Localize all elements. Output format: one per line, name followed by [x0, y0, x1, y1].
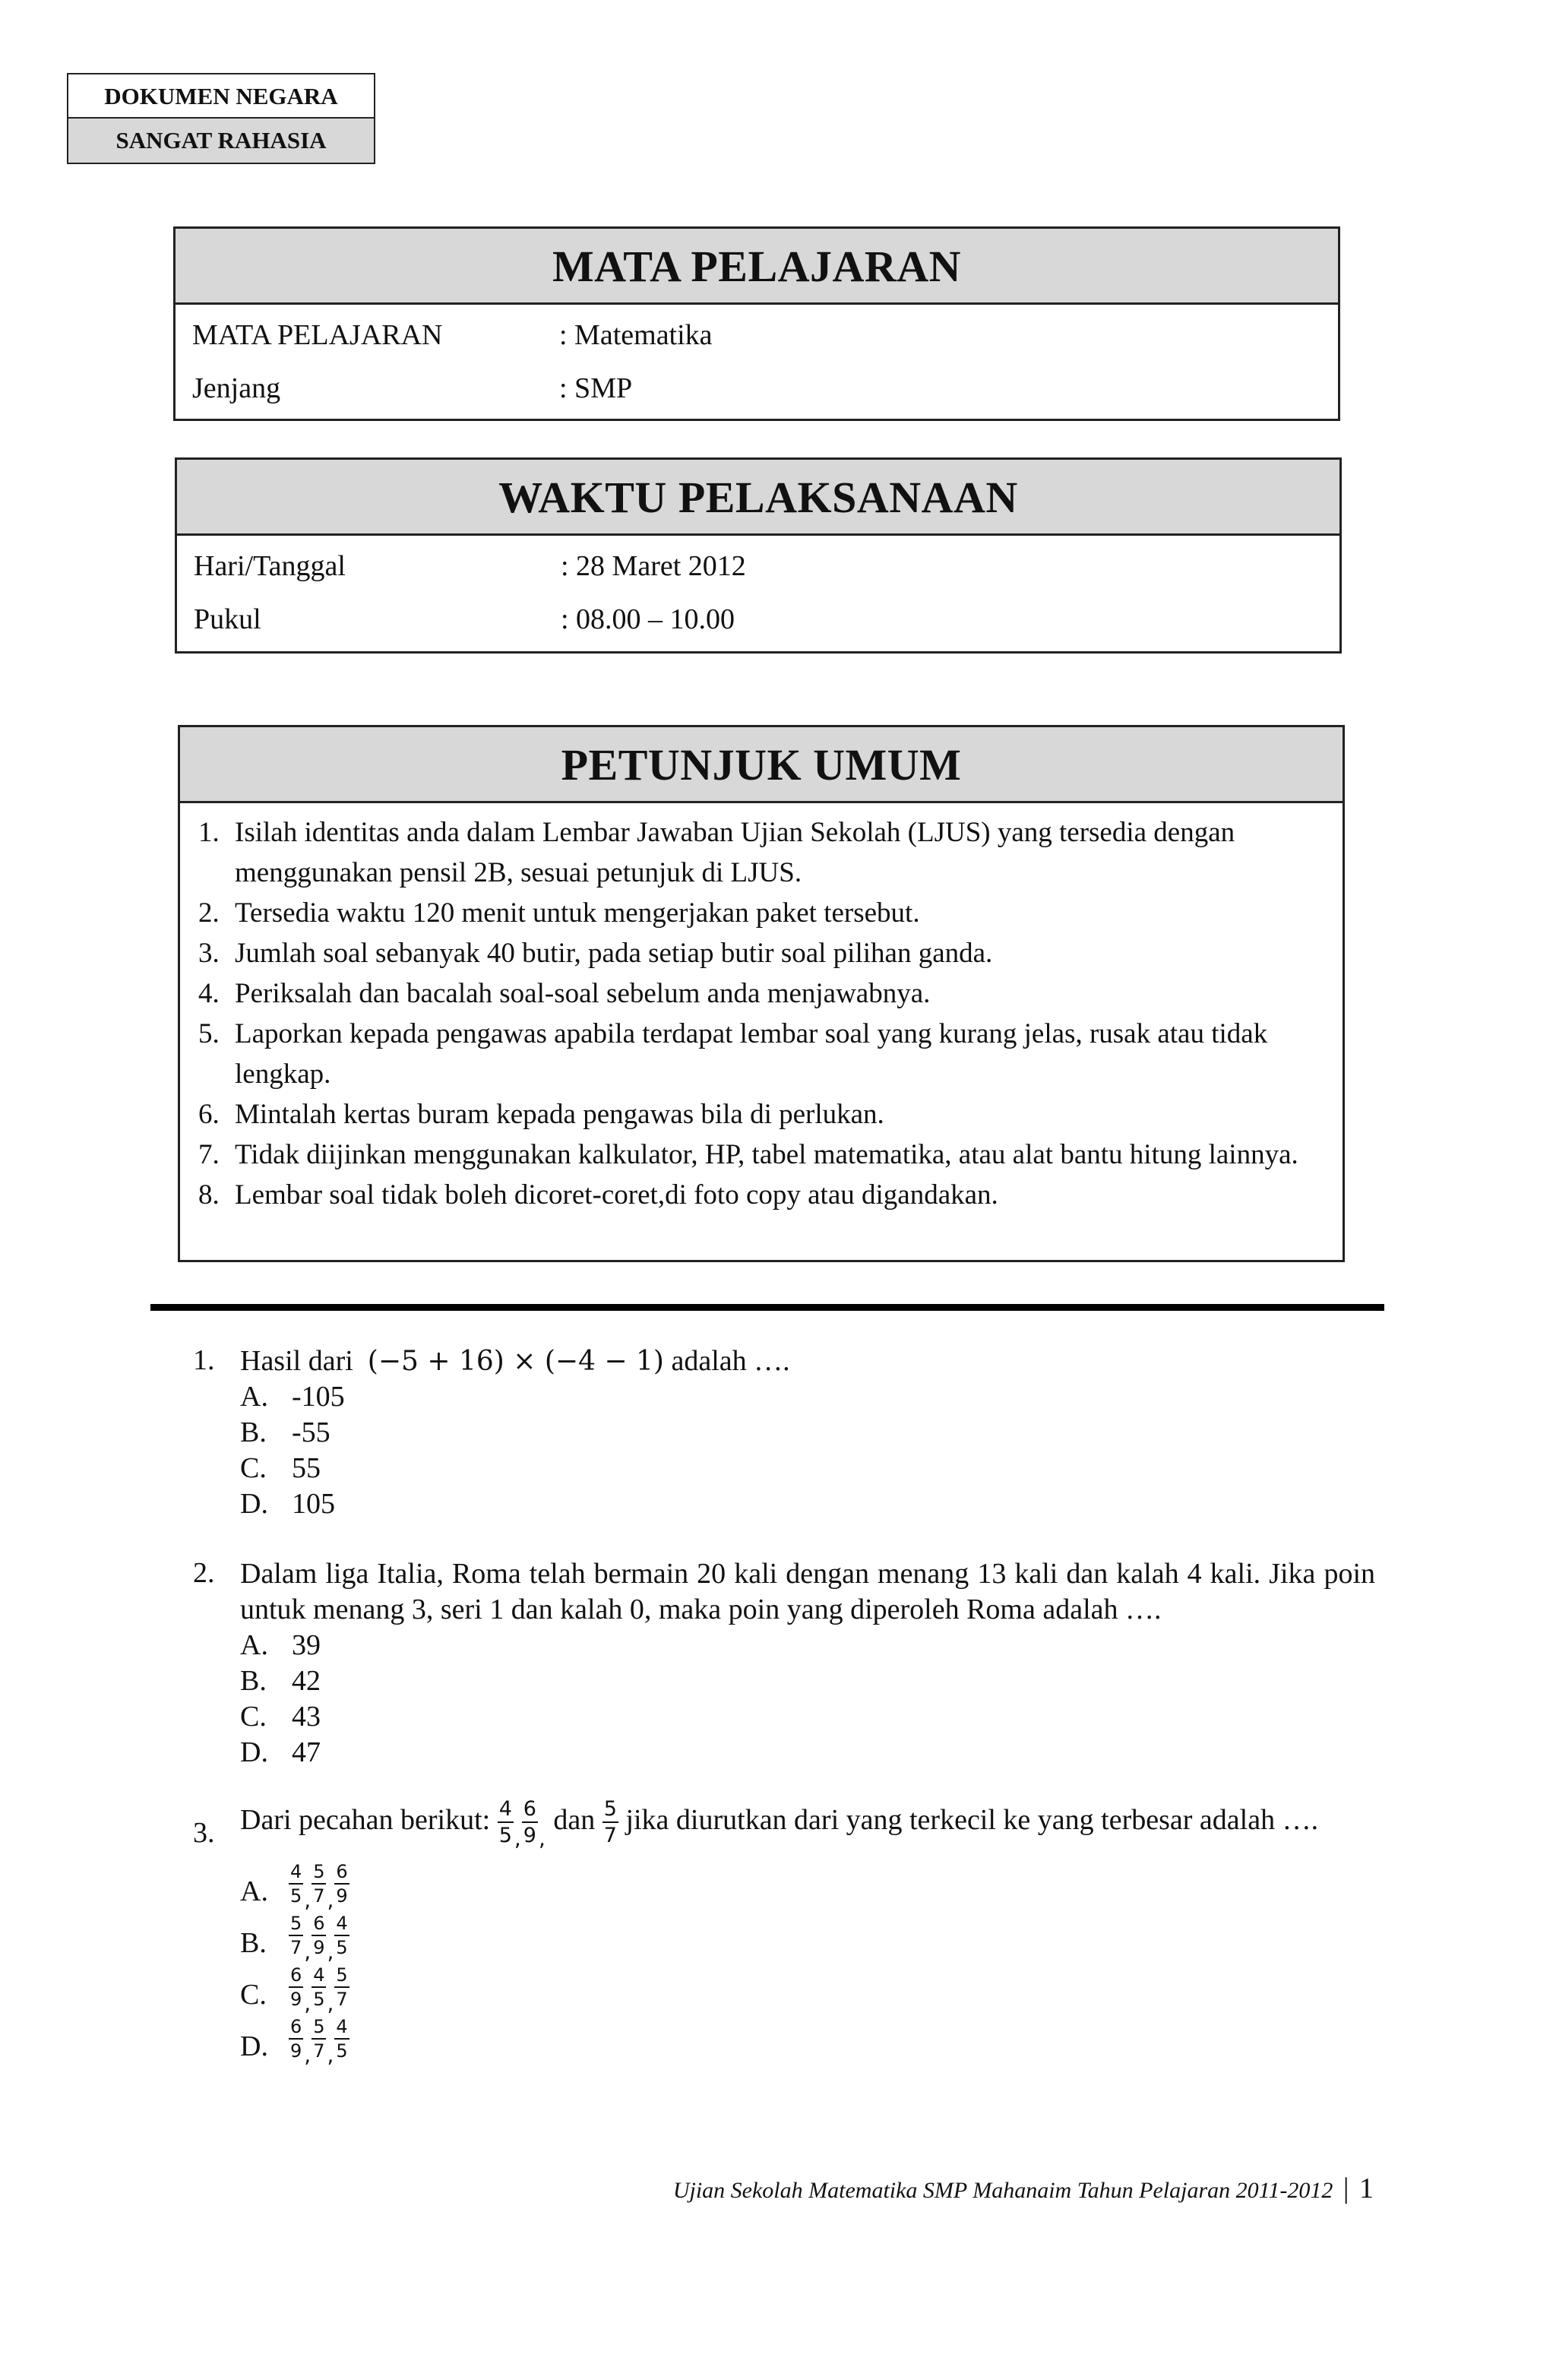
option-letter: C.	[240, 1701, 267, 1733]
fraction	[334, 1863, 349, 1905]
fraction-separator: ,	[327, 1990, 334, 2016]
fraction-numerator: 6	[289, 1966, 303, 1988]
option-letter: B.	[240, 1927, 267, 1959]
level-value: : SMP	[559, 372, 633, 404]
fraction	[289, 1966, 303, 2008]
option-letter: B.	[240, 1416, 267, 1448]
question-1	[193, 1343, 1375, 1522]
fraction-separator: ,	[304, 1887, 312, 1913]
fraction-numerator: 5	[289, 1914, 303, 1936]
fraction-denominator: 7	[313, 1885, 325, 1907]
option-value: -105	[292, 1381, 345, 1413]
instruction-item	[198, 893, 1327, 933]
instruction-item	[198, 1014, 1327, 1094]
option-letter: D.	[240, 2030, 268, 2062]
instruction-number: 2.	[198, 897, 220, 929]
fraction	[334, 2018, 349, 2060]
fraction-denominator: 9	[290, 1989, 302, 2010]
fraction-denominator: 9	[523, 1824, 536, 1848]
time-row	[177, 592, 1339, 645]
fraction	[602, 1799, 618, 1846]
schedule-box	[175, 457, 1342, 654]
question-suffix: adalah ….	[671, 1345, 790, 1377]
question-text	[240, 1343, 1375, 1379]
fraction	[289, 1863, 303, 1905]
instruction-text: Tersedia waktu 120 menit untuk mengerjakan paket tersebut.	[235, 897, 920, 929]
option-letter: C.	[240, 1979, 267, 2011]
question-number: 3.	[193, 1817, 215, 1849]
fraction-denominator: 5	[336, 2040, 348, 2062]
instruction-item	[198, 812, 1327, 893]
instruction-number: 1.	[198, 817, 220, 848]
fraction	[334, 1966, 349, 2008]
option-letter: A.	[240, 1875, 268, 1907]
fraction-denominator: 9	[336, 1885, 348, 1907]
fraction	[334, 1914, 349, 1957]
option-c[interactable]	[240, 1966, 1375, 2018]
option-c[interactable]	[240, 1451, 1375, 1486]
fraction-numerator: 6	[522, 1799, 538, 1823]
math-expression: (−5 + 16) × (−4 − 1)	[367, 1346, 664, 1377]
fraction-numerator: 5	[602, 1799, 618, 1823]
fraction-denominator: 5	[336, 1937, 348, 1958]
fraction-denominator: 9	[290, 2040, 302, 2062]
instruction-text: Laporkan kepada pengawas apabila terdapat lembar soal yang kurang jelas, rusak atau tidak lengkap.	[235, 1018, 1268, 1090]
fraction-separator: ,	[327, 1938, 334, 1964]
option-letter: A.	[240, 1629, 268, 1661]
instruction-text: Jumlah soal sebanyak 40 butir, pada setiap butir soal pilihan ganda.	[235, 938, 993, 969]
instructions-heading: PETUNJUK UMUM	[180, 727, 1343, 803]
classification-stamp	[67, 73, 375, 164]
option-fractions	[289, 1863, 349, 1913]
fraction-separator: ,	[327, 1887, 334, 1913]
question-text: Dalam liga Italia, Roma telah bermain 20 kali dengan menang 13 kali dan kalah 4 kali. Jika poin untuk menang 3, seri 1 dan kalah 0, maka poin yang diperoleh Roma adalah ….	[240, 1558, 1375, 1625]
option-value: 105	[292, 1488, 335, 1520]
fraction	[312, 1863, 326, 1905]
footer-text: Ujian Sekolah Matematika SMP Mahanaim Tahun Pelajaran 2011-2012	[672, 2178, 1333, 2203]
question-number: 2.	[193, 1557, 215, 1589]
level-row	[176, 361, 1338, 414]
fraction-denominator: 7	[313, 2040, 325, 2062]
option-letter: C.	[240, 1452, 267, 1484]
fraction-denominator: 5	[498, 1824, 512, 1848]
instruction-item	[198, 933, 1327, 973]
stamp-line-2: SANGAT RAHASIA	[68, 119, 374, 163]
instructions-box	[178, 725, 1345, 1262]
option-fractions	[289, 1966, 349, 2016]
fraction-denominator: 7	[603, 1824, 617, 1848]
option-d[interactable]	[240, 2018, 1375, 2069]
subject-key: MATA PELAJARAN	[192, 319, 443, 351]
fraction-numerator: 4	[498, 1799, 514, 1823]
footer-separator: |	[1343, 2173, 1349, 2204]
instruction-text: Lembar soal tidak boleh dicoret-coret,di foto copy atau digandakan.	[235, 1179, 998, 1211]
date-row	[177, 539, 1339, 592]
option-letter: D.	[240, 1488, 268, 1520]
instruction-text: Periksalah dan bacalah soal-soal sebelum anda menjawabnya.	[235, 978, 931, 1009]
option-a[interactable]	[240, 1628, 1375, 1663]
option-b[interactable]	[240, 1914, 1375, 1966]
fraction	[498, 1799, 514, 1846]
instruction-item	[198, 973, 1327, 1014]
option-fractions	[289, 1914, 349, 1964]
fraction-separator: ,	[304, 1938, 312, 1964]
option-b[interactable]	[240, 1663, 1375, 1699]
fraction-separator: ,	[538, 1826, 546, 1851]
fraction-separator: ,	[304, 1990, 312, 2016]
date-key: Hari/Tanggal	[194, 550, 346, 582]
instruction-text: Isilah identitas anda dalam Lembar Jawaban Ujian Sekolah (LJUS) yang tersedia dengan menggunakan pensil 2B, sesuai petunjuk di LJUS.	[235, 817, 1235, 888]
fraction-numerator: 4	[289, 1863, 303, 1885]
option-a[interactable]	[240, 1379, 1375, 1415]
option-d[interactable]	[240, 1486, 1375, 1522]
instruction-item	[198, 1135, 1327, 1175]
fraction-numerator: 4	[312, 1966, 326, 1988]
fraction-denominator: 7	[290, 1937, 302, 1958]
question-number: 1.	[193, 1344, 215, 1376]
section-divider	[150, 1304, 1384, 1311]
instruction-item	[198, 1094, 1327, 1135]
option-a[interactable]	[240, 1863, 1375, 1914]
fraction	[312, 1914, 326, 1957]
fraction-numerator: 5	[312, 1863, 326, 1885]
instruction-number: 6.	[198, 1099, 220, 1130]
instruction-number: 8.	[198, 1179, 220, 1211]
page-footer	[673, 2172, 1374, 2205]
subject-value: : Matematika	[559, 319, 713, 351]
level-key: Jenjang	[192, 372, 281, 404]
fraction-denominator: 7	[336, 1989, 348, 2010]
question-text	[240, 1796, 1375, 1863]
question-conjunction: dan	[553, 1804, 596, 1836]
time-value: : 08.00 – 10.00	[561, 603, 735, 635]
fraction-separator: ,	[514, 1826, 521, 1851]
question-prefix: Dari pecahan berikut:	[240, 1804, 491, 1836]
question-3	[193, 1796, 1375, 2069]
option-fractions	[289, 2018, 349, 2068]
option-value: 39	[292, 1629, 321, 1661]
subject-row	[176, 308, 1338, 361]
instruction-number: 3.	[198, 938, 220, 969]
option-d[interactable]	[240, 1735, 1375, 1771]
option-letter: B.	[240, 1665, 267, 1697]
fraction	[312, 2018, 326, 2060]
option-value: 47	[292, 1736, 321, 1768]
option-value: -55	[292, 1416, 330, 1448]
instruction-number: 5.	[198, 1018, 220, 1049]
date-value: : 28 Maret 2012	[561, 550, 746, 582]
fraction-denominator: 9	[313, 1937, 325, 1958]
fraction	[289, 1914, 303, 1957]
fraction-denominator: 5	[290, 1885, 302, 1907]
fraction	[522, 1799, 538, 1846]
fraction	[289, 2018, 303, 2060]
schedule-heading: WAKTU PELAKSANAAN	[177, 460, 1339, 536]
fraction-denominator: 5	[313, 1989, 325, 2010]
fraction-separator: ,	[304, 2042, 312, 2068]
question-suffix: jika diurutkan dari yang terkecil ke yang terbesar adalah ….	[625, 1804, 1319, 1836]
subject-heading: MATA PELAJARAN	[176, 229, 1338, 305]
instruction-number: 7.	[198, 1139, 220, 1170]
fraction-numerator: 4	[334, 2018, 349, 2040]
option-value: 42	[292, 1665, 321, 1697]
fraction-numerator: 6	[289, 2018, 303, 2040]
question-prefix: Hasil dari	[240, 1345, 353, 1377]
fraction-numerator: 4	[334, 1914, 349, 1936]
fraction-numerator: 5	[312, 2018, 326, 2040]
subject-box	[173, 226, 1340, 421]
option-value: 55	[292, 1452, 321, 1484]
option-b[interactable]	[240, 1415, 1375, 1451]
option-c[interactable]	[240, 1699, 1375, 1735]
fraction-numerator: 6	[334, 1863, 349, 1885]
fraction-numerator: 5	[334, 1966, 349, 1988]
fraction-numerator: 6	[312, 1914, 326, 1936]
instructions-list	[180, 803, 1343, 1215]
option-value: 43	[292, 1701, 321, 1733]
question-2	[193, 1556, 1375, 1771]
instruction-item	[198, 1175, 1327, 1215]
option-letter: A.	[240, 1381, 268, 1413]
stamp-line-1: DOKUMEN NEGARA	[68, 74, 374, 119]
page-number: 1	[1359, 2173, 1374, 2204]
option-letter: D.	[240, 1736, 268, 1768]
instruction-text: Mintalah kertas buram kepada pengawas bila di perlukan.	[235, 1099, 884, 1130]
instruction-text: Tidak diijinkan menggunakan kalkulator, HP, tabel matematika, atau alat bantu hitung lainnya.	[235, 1139, 1298, 1170]
fraction-separator: ,	[327, 2042, 334, 2068]
instruction-number: 4.	[198, 978, 220, 1009]
time-key: Pukul	[194, 603, 261, 635]
fraction	[312, 1966, 326, 2008]
